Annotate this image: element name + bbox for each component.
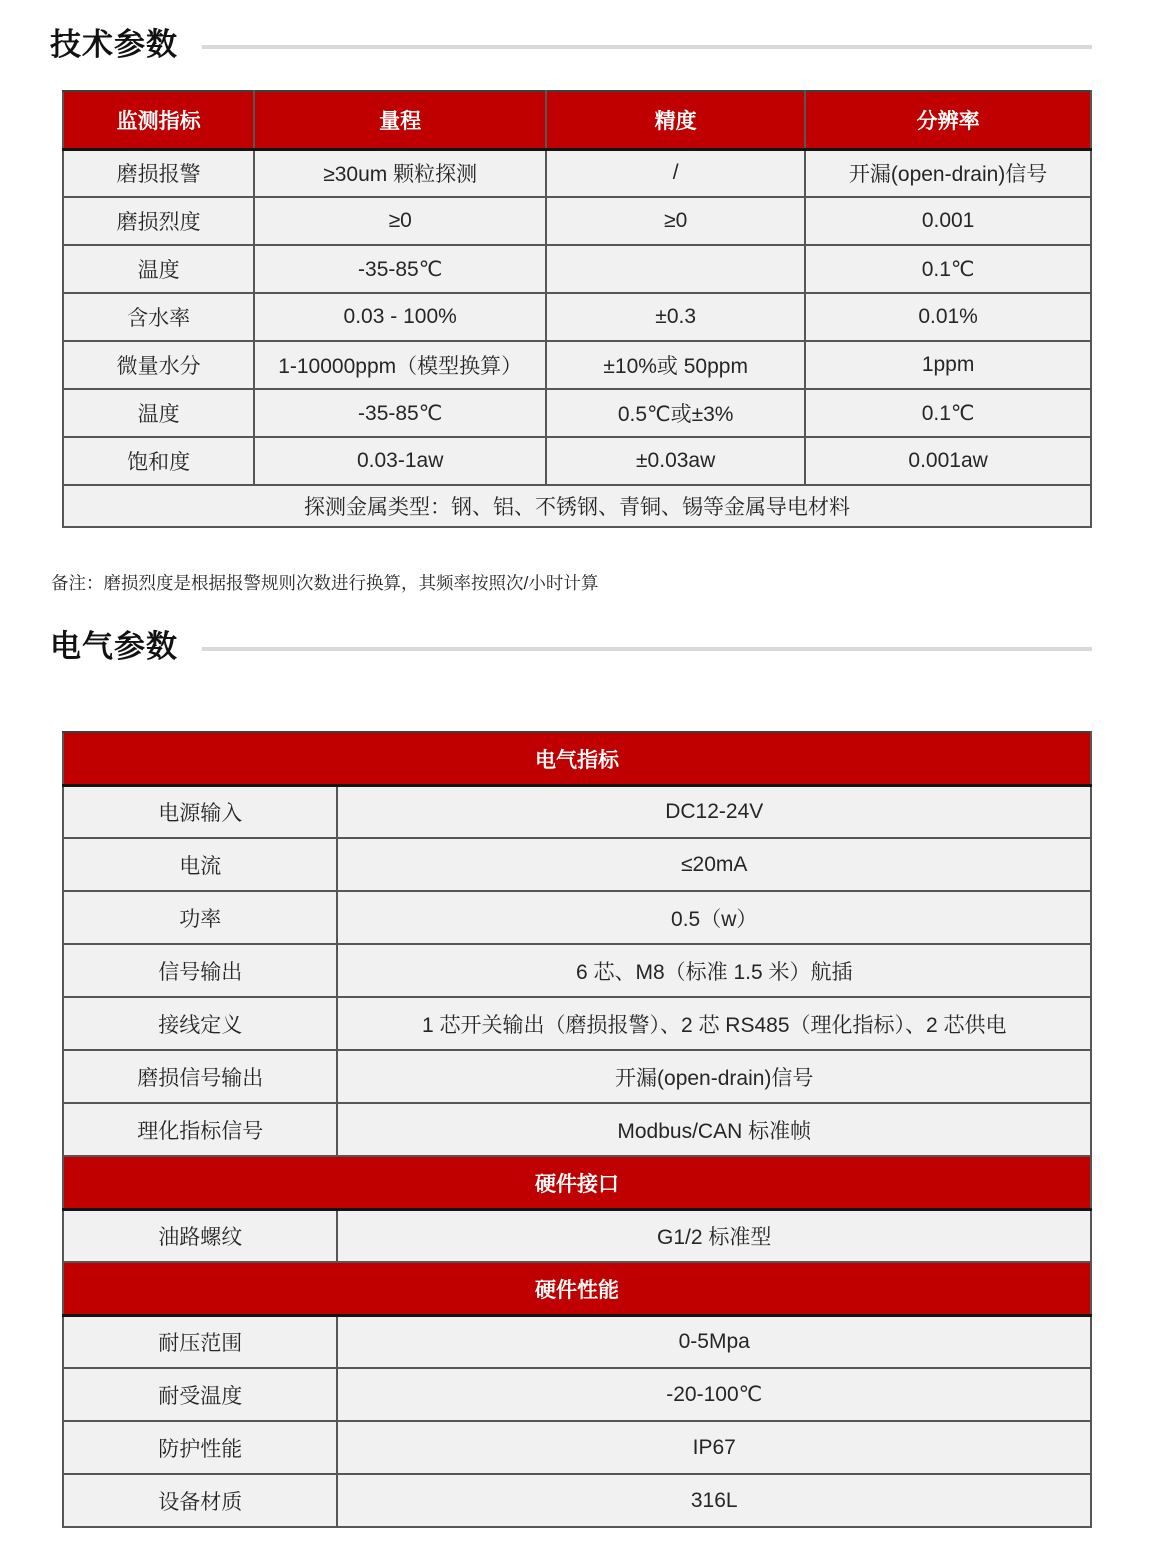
table-row	[63, 944, 1091, 997]
value-cell: -20-100℃	[337, 1368, 1091, 1421]
title-divider-line	[202, 647, 1092, 651]
column-header: 量程	[254, 91, 546, 149]
electrical-parameters-table	[62, 731, 1092, 1528]
row-label-cell: 电源输入	[63, 785, 337, 838]
table-row	[63, 341, 1091, 389]
table-row	[63, 197, 1091, 245]
table-row	[63, 1103, 1091, 1156]
value-cell: ±0.3	[546, 293, 805, 341]
technical-parameters-table	[62, 90, 1092, 528]
row-label-cell: 耐受温度	[63, 1368, 337, 1421]
table-row	[63, 838, 1091, 891]
row-label-cell: 磨损烈度	[63, 197, 254, 245]
group-header-cell: 硬件性能	[63, 1262, 1091, 1315]
value-cell: 0.03-1aw	[254, 437, 546, 485]
value-cell	[546, 245, 805, 293]
value-cell: ±0.03aw	[546, 437, 805, 485]
group-header-row	[63, 1156, 1091, 1209]
group-header-cell: 硬件接口	[63, 1156, 1091, 1209]
section-title-electrical	[50, 628, 1092, 665]
table-row	[63, 437, 1091, 485]
row-label-cell: 饱和度	[63, 437, 254, 485]
table-row	[63, 245, 1091, 293]
row-label-cell: 含水率	[63, 293, 254, 341]
detected-metal-types-cell: 探测金属类型：钢、铝、不锈钢、青铜、锡等金属导电材料	[63, 485, 1091, 527]
electrical-table-body	[63, 732, 1091, 1527]
table-row	[63, 1315, 1091, 1368]
row-label-cell: 理化指标信号	[63, 1103, 337, 1156]
technical-table-head	[63, 91, 1091, 149]
technical-table-footer	[63, 485, 1091, 527]
table-row	[63, 389, 1091, 437]
value-cell: 0.1℃	[805, 245, 1091, 293]
value-cell: ≥0	[254, 197, 546, 245]
value-cell: ≥0	[546, 197, 805, 245]
value-cell: 316L	[337, 1474, 1091, 1527]
table-row	[63, 485, 1091, 527]
row-label-cell: 油路螺纹	[63, 1209, 337, 1262]
group-header-cell: 电气指标	[63, 732, 1091, 785]
value-cell: 0.1℃	[805, 389, 1091, 437]
row-label-cell: 设备材质	[63, 1474, 337, 1527]
value-cell: 1 芯开关输出（磨损报警）、2 芯 RS485（理化指标）、2 芯供电	[337, 997, 1091, 1050]
value-cell: 1ppm	[805, 341, 1091, 389]
row-label-cell: 耐压范围	[63, 1315, 337, 1368]
table-row	[63, 1209, 1091, 1262]
technical-header-row	[63, 91, 1091, 149]
value-cell: 0.001	[805, 197, 1091, 245]
row-label-cell: 磨损报警	[63, 149, 254, 197]
column-header: 监测指标	[63, 91, 254, 149]
row-label-cell: 接线定义	[63, 997, 337, 1050]
column-header: 精度	[546, 91, 805, 149]
row-label-cell: 微量水分	[63, 341, 254, 389]
value-cell: 0.03 - 100%	[254, 293, 546, 341]
title-divider-line	[202, 45, 1092, 49]
value-cell: /	[546, 149, 805, 197]
value-cell: 6 芯、M8（标准 1.5 米）航插	[337, 944, 1091, 997]
value-cell: 0.5（w）	[337, 891, 1091, 944]
table-row	[63, 997, 1091, 1050]
section-title-technical-label: 技术参数	[50, 27, 178, 62]
row-label-cell: 磨损信号输出	[63, 1050, 337, 1103]
value-cell: 0-5Mpa	[337, 1315, 1091, 1368]
table-row	[63, 785, 1091, 838]
value-cell: G1/2 标准型	[337, 1209, 1091, 1262]
value-cell: -35-85℃	[254, 245, 546, 293]
table-row	[63, 149, 1091, 197]
value-cell: 开漏(open-drain)信号	[805, 149, 1091, 197]
row-label-cell: 温度	[63, 389, 254, 437]
group-header-row	[63, 1262, 1091, 1315]
table-row	[63, 891, 1091, 944]
section-title-technical	[50, 26, 1092, 63]
technical-table-body	[63, 149, 1091, 485]
value-cell: 0.001aw	[805, 437, 1091, 485]
value-cell: ≤20mA	[337, 838, 1091, 891]
group-header-row	[63, 732, 1091, 785]
row-label-cell: 电流	[63, 838, 337, 891]
table-row	[63, 1368, 1091, 1421]
row-label-cell: 信号输出	[63, 944, 337, 997]
value-cell: 0.01%	[805, 293, 1091, 341]
value-cell: 1-10000ppm（模型换算）	[254, 341, 546, 389]
section-title-electrical-label: 电气参数	[50, 629, 178, 665]
table-row	[63, 1474, 1091, 1527]
row-label-cell: 防护性能	[63, 1421, 337, 1474]
value-cell: IP67	[337, 1421, 1091, 1474]
value-cell: 开漏(open-drain)信号	[337, 1050, 1091, 1103]
value-cell: Modbus/CAN 标准帧	[337, 1103, 1091, 1156]
technical-note: 备注：磨损烈度是根据报警规则次数进行换算，其频率按照次/小时计算	[51, 573, 599, 594]
value-cell: ±10%或 50ppm	[546, 341, 805, 389]
value-cell: ≥30um 颗粒探测	[254, 149, 546, 197]
value-cell: -35-85℃	[254, 389, 546, 437]
value-cell: 0.5℃或±3%	[546, 389, 805, 437]
table-row	[63, 293, 1091, 341]
row-label-cell: 功率	[63, 891, 337, 944]
column-header: 分辨率	[805, 91, 1091, 149]
table-row	[63, 1050, 1091, 1103]
row-label-cell: 温度	[63, 245, 254, 293]
value-cell: DC12-24V	[337, 785, 1091, 838]
table-row	[63, 1421, 1091, 1474]
